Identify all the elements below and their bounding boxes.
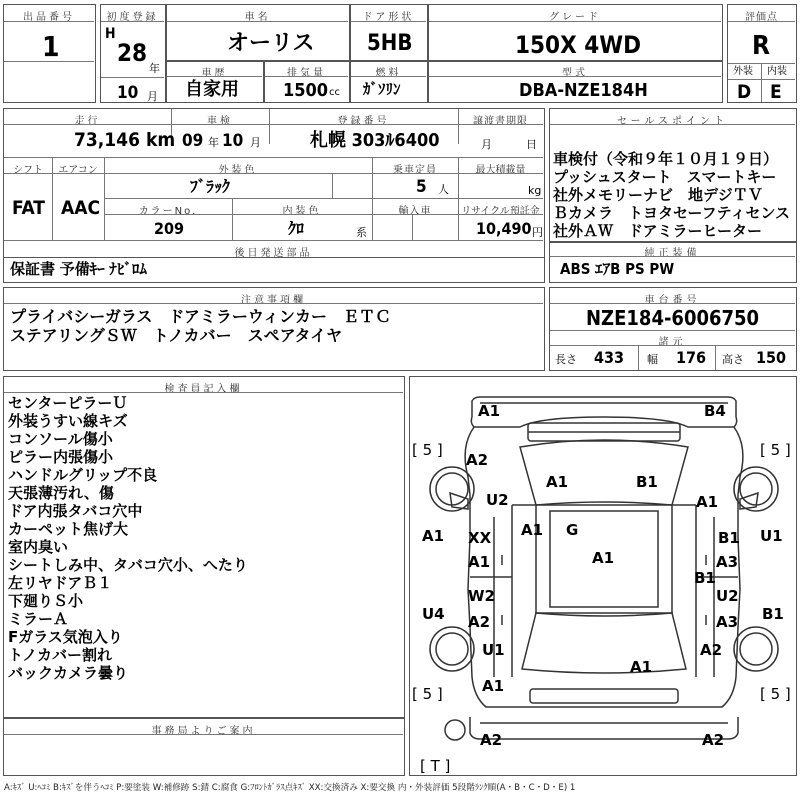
caution-box — [3, 287, 545, 371]
sales-line: 車検付（令和９年１０月１９日） — [553, 150, 779, 168]
insp-year-unit: 年 — [208, 136, 219, 149]
damage-mark: A1 — [468, 553, 491, 571]
int-color-unit: 系 — [356, 226, 367, 239]
damage-mark: U1 — [760, 527, 783, 545]
plate: 札幌 303ﾙ6400 — [310, 130, 440, 151]
damage-mark: B1 — [636, 473, 658, 491]
info-grid — [3, 108, 545, 258]
sales-line: 社外ＡＷ ドアミラーヒーター — [553, 222, 762, 240]
damage-mark: B1 — [718, 529, 740, 547]
damage-mark: G — [566, 521, 579, 539]
capacity-label: 乗車定員 — [393, 165, 437, 176]
ext-color: ﾌﾞﾗｯｸ — [190, 177, 231, 196]
equipment-box — [549, 241, 797, 283]
damage-mark: U1 — [482, 641, 505, 659]
damage-mark: U4 — [422, 605, 445, 623]
damage-mark: A1 — [592, 549, 615, 567]
model: DBA-NZE184H — [519, 80, 648, 101]
tire-label: [ 5 ] — [412, 441, 443, 459]
office-label: 事務局よりご案内 — [151, 726, 256, 737]
transfer-month-unit: 月 — [481, 138, 492, 151]
height-label: 高さ — [722, 353, 744, 366]
inspector-line: 下廻りＳ小 — [8, 592, 84, 610]
door-box — [350, 4, 428, 61]
displacement: 1500 — [283, 80, 329, 101]
shift-label: シフト — [13, 165, 43, 176]
model-label: 型式 — [562, 68, 588, 79]
damage-mark: XX — [468, 529, 492, 547]
damage-mark: A1 — [696, 493, 719, 511]
damage-mark: A1 — [546, 473, 569, 491]
door-type: 5HB — [367, 31, 413, 56]
caution-line: プライバシーガラス ドアミラーウィンカー ＥＴＣ — [10, 307, 391, 326]
history-box — [166, 61, 264, 103]
tire-label: [ 5 ] — [760, 685, 791, 703]
lot-number: 1 — [42, 30, 60, 63]
inspector-line: ドア内張タバコ穴中 — [8, 502, 143, 520]
inspector-line: 外装うすい線キズ — [8, 412, 128, 430]
reg-date-box — [100, 4, 166, 103]
damage-mark: U2 — [486, 491, 509, 509]
reg-month: 10 — [117, 83, 139, 103]
displacement-box — [264, 61, 350, 103]
inspector-line: 天張薄汚れ、傷 — [8, 484, 114, 502]
damage-mark: U2 — [716, 587, 739, 605]
damage-mark: A3 — [716, 553, 739, 571]
recycle-label: リサイクル預託金 — [461, 206, 540, 217]
inspector-line: トノカバー割れ — [8, 646, 112, 664]
exterior-score: D — [737, 81, 752, 103]
car-name-label: 車名 — [244, 12, 271, 23]
inspection-label: 車検 — [207, 116, 233, 127]
load-unit: kg — [528, 184, 542, 197]
damage-mark: B1 — [762, 605, 784, 623]
recycle: 10,490 — [476, 219, 532, 238]
insp-month: 10 — [222, 131, 244, 151]
length-label: 長さ — [555, 353, 577, 366]
damage-mark: A1 — [422, 527, 445, 545]
ext-color-label: 外装色 — [218, 165, 258, 176]
inspector-box — [3, 376, 405, 718]
lot-box — [3, 4, 96, 103]
chassis-number: NZE184-6006750 — [586, 306, 760, 330]
fuel-label: 燃料 — [375, 68, 402, 79]
damage-mark: A3 — [716, 613, 739, 631]
mileage-unit: km — [146, 129, 176, 151]
car-outline — [410, 377, 796, 775]
damage-mark: A1 — [630, 658, 653, 676]
length: 433 — [594, 348, 625, 367]
score: R — [752, 31, 771, 61]
history: 自家用 — [185, 79, 239, 100]
insp-month-unit: 月 — [250, 136, 261, 149]
damage-mark: A1 — [478, 402, 501, 420]
reg-year: 28 — [117, 39, 148, 67]
mileage-label: 走行 — [74, 116, 101, 127]
sales-box — [549, 108, 797, 243]
month-unit: 月 — [147, 90, 158, 103]
score-label: 評価点 — [745, 12, 778, 23]
ac-label: エアコン — [58, 165, 98, 176]
recycle-unit: 円 — [532, 226, 543, 239]
history-label: 車歴 — [201, 68, 228, 79]
color-no: 209 — [154, 219, 185, 238]
inspector-line: Fガラス気泡入り — [8, 628, 123, 646]
parts-box — [3, 257, 545, 283]
plate-label: 登録番号 — [337, 116, 390, 127]
inspector-line: センターピラーＵ — [8, 394, 128, 412]
grade-label: グレード — [549, 12, 601, 23]
damage-mark: B1 — [694, 569, 716, 587]
inspector-line: シートしみ中、タバコ穴小、へたり — [8, 556, 248, 574]
insp-year: 09 — [182, 131, 204, 151]
car-name: オーリス — [227, 31, 315, 56]
inspector-line: 左リヤドアＢ１ — [8, 574, 113, 592]
sales-label: セールスポイント — [616, 116, 729, 127]
damage-mark: A2 — [466, 451, 489, 469]
inspector-line: コンソール傷小 — [8, 430, 113, 448]
year-unit: 年 — [149, 62, 160, 75]
inspector-line: ピラー内張傷小 — [8, 448, 114, 466]
shift: FAT — [12, 197, 45, 219]
width-label: 幅 — [647, 353, 658, 366]
inspector-label: 検査員記入欄 — [164, 384, 243, 395]
damage-mark: A2 — [480, 731, 503, 749]
int-color: ｸﾛ — [288, 219, 305, 238]
damage-mark: A1 — [521, 521, 544, 539]
load-label: 最大積載量 — [475, 165, 526, 176]
fuel-box — [350, 61, 428, 103]
era-letter: H — [105, 26, 116, 42]
inspector-line: 室内臭い — [8, 538, 69, 556]
model-box — [428, 61, 723, 103]
tire-label: [ T ] — [420, 757, 451, 775]
legend: A:ｷｽﾞ U:ﾍｺﾐ B:ｷｽﾞを伴うﾍｺﾐ P:要塗装 W:補修跡 S:錆 C:腐食 G:ﾌﾛﾝﾄｶﾞﾗｽ点ｷｽﾞ XX:交換済み X:要交換 内・外装評価 5段階ﾗﾝｸ順(A・B・C・D・E) 1 — [4, 783, 576, 793]
import-label: 輸入車 — [398, 206, 432, 217]
width: 176 — [676, 348, 707, 367]
office-box — [3, 718, 405, 776]
interior-score: E — [770, 81, 782, 103]
sales-line: プッシュスタート スマートキー — [553, 168, 777, 186]
capacity: 5 — [416, 177, 427, 197]
chassis-label: 車台番号 — [644, 295, 701, 306]
displacement-label: 排気量 — [287, 68, 326, 79]
equipment-label: 純正装備 — [644, 248, 701, 259]
damage-mark: B4 — [704, 402, 726, 420]
inspector-line: バックカメラ曇り — [8, 664, 129, 682]
tire-label: [ 5 ] — [760, 441, 791, 459]
sales-line: Ｂカメラ トヨタセーフティセンス — [553, 204, 791, 222]
damage-mark: A2 — [702, 731, 725, 749]
reg-year-label: 初度登録 — [106, 12, 159, 23]
caution-label: 注意事項欄 — [241, 295, 306, 306]
capacity-unit: 人 — [438, 183, 449, 196]
equipment: ABS ｴｱB PS PW — [560, 260, 675, 278]
displacement-unit: cc — [329, 87, 340, 98]
car-diagram — [409, 376, 797, 776]
lot-label: 出品番号 — [23, 12, 75, 23]
grade-box — [428, 4, 723, 61]
inspector-line: カーペット焦げ大 — [8, 520, 129, 538]
caution-line: ステアリングＳＷ トノカバー スペアタイヤ — [10, 326, 343, 345]
damage-mark: A2 — [700, 641, 723, 659]
interior-label: 内装 — [767, 66, 787, 77]
damage-mark: A2 — [468, 613, 491, 631]
score-box — [727, 4, 797, 103]
parts-label: 後日発送部品 — [234, 248, 313, 259]
mileage: 73,146 — [74, 129, 140, 151]
ac: AAC — [61, 197, 101, 219]
exterior-label: 外装 — [733, 66, 753, 77]
parts: 保証書 予備ｷｰ ﾅﾋﾞﾛﾑ — [10, 260, 147, 278]
fuel: ｶﾞｿﾘﾝ — [363, 80, 401, 98]
height: 150 — [756, 348, 787, 367]
color-no-label: カラーNo. — [138, 206, 198, 217]
grade: 150X 4WD — [515, 31, 642, 59]
int-color-label: 内装色 — [282, 206, 322, 217]
tire-label: [ 5 ] — [412, 685, 443, 703]
transfer-label: 譲渡書期限 — [473, 116, 528, 127]
dims-label: 諸元 — [658, 337, 687, 348]
damage-mark: W2 — [468, 587, 495, 605]
damage-mark: A1 — [482, 677, 505, 695]
door-label: ドア形状 — [362, 12, 415, 23]
car-name-box — [166, 4, 350, 61]
transfer-day-unit: 日 — [526, 138, 537, 151]
inspector-line: ハンドルグリップ不良 — [8, 466, 158, 484]
sales-line: 社外メモリーナビ 地デジＴＶ — [553, 186, 763, 204]
chassis-box — [549, 287, 797, 371]
inspector-line: ミラーＡ — [8, 610, 69, 628]
